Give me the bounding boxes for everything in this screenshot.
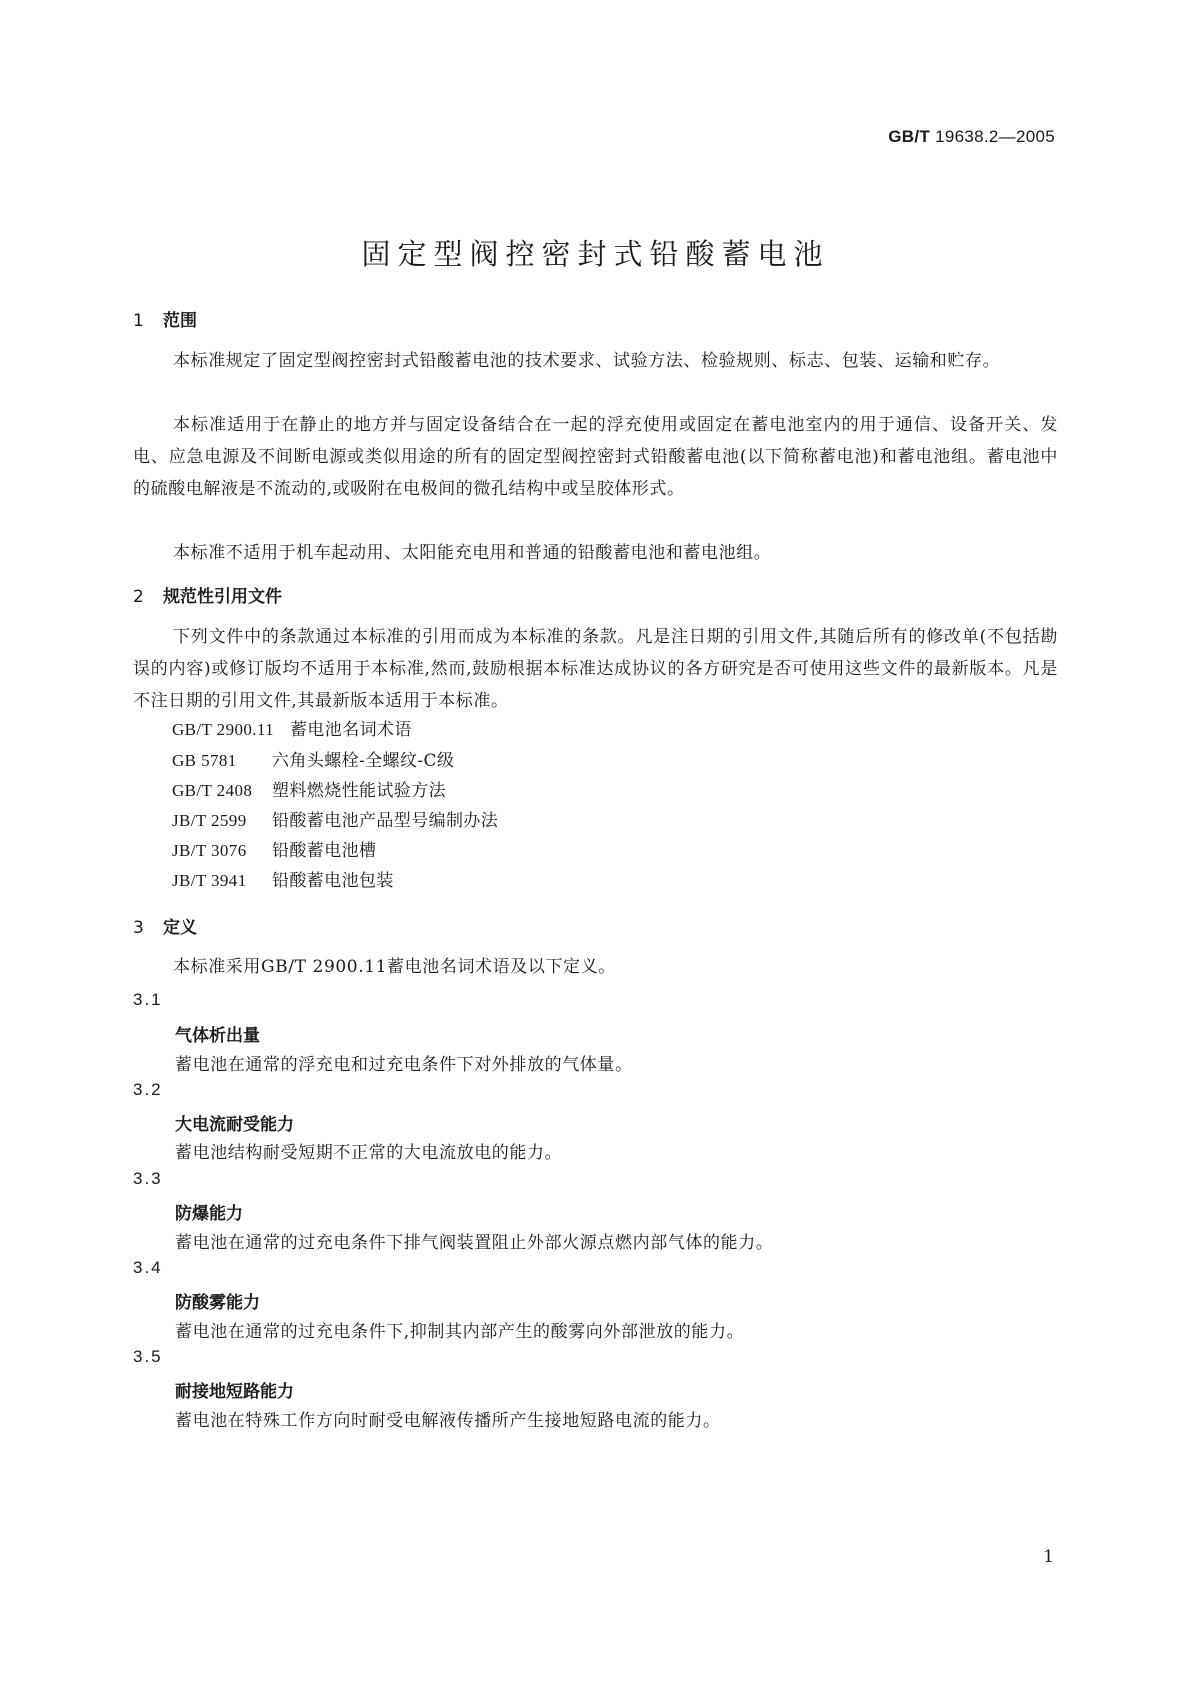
standard-prefix: GB/T xyxy=(888,127,931,146)
reference-code: GB 5781 xyxy=(172,751,237,770)
definition-number: 3.2 xyxy=(133,1080,163,1099)
definition-text: 蓄电池在通常的过充电条件下排气阀装置阻止外部火源点燃内部气体的能力。 xyxy=(175,1233,774,1253)
reference-name: 蓄电池名词术语 xyxy=(290,720,412,740)
definition-text: 蓄电池结构耐受短期不正常的大电流放电的能力。 xyxy=(175,1143,563,1163)
section-2-paragraph-1: 下列文件中的条款通过本标准的引用而成为本标准的条款。凡是注日期的引用文件,其随后所有的修改单(不包括勘误的内容)或修订版均不适用于本标准,然而,鼓励根据本标准达成协议的各方研究是否可使用这些文件的最新版本。凡是不注日期的引用文件,其最新版本适用于本标准。 xyxy=(133,627,1058,711)
definition-term: 气体析出量 xyxy=(175,1026,260,1046)
standard-number: 19638.2—2005 xyxy=(935,127,1055,146)
section-1-paragraph-1: 本标准规定了固定型阀控密封式铅酸蓄电池的技术要求、试验方法、检验规则、标志、包装、运输和贮存。 xyxy=(173,351,1001,371)
reference-name: 铅酸蓄电池产品型号编制办法 xyxy=(272,811,499,831)
definition-text: 蓄电池在特殊工作方向时耐受电解液传播所产生接地短路电流的能力。 xyxy=(175,1411,721,1431)
section-number: 1 xyxy=(133,311,144,331)
reference-item xyxy=(172,836,376,861)
reference-item xyxy=(172,715,412,740)
definition-term: 防酸雾能力 xyxy=(175,1293,260,1313)
section-1-heading xyxy=(133,306,197,331)
definition-number: 3.3 xyxy=(133,1169,163,1188)
reference-name: 铅酸蓄电池槽 xyxy=(272,841,377,861)
section-2-heading xyxy=(133,582,282,607)
definition-number: 3.4 xyxy=(133,1258,163,1277)
section-title: 范围 xyxy=(163,311,197,331)
page-number: 1 xyxy=(1043,1547,1054,1567)
definition-number: 3.1 xyxy=(133,990,163,1009)
definition-text: 蓄电池在通常的过充电条件下,抑制其内部产生的酸雾向外部泄放的能力。 xyxy=(175,1322,745,1342)
section-number: 2 xyxy=(133,587,144,607)
document-title: 固定型阀控密封式铅酸蓄电池 xyxy=(361,237,830,271)
standard-code xyxy=(888,127,1055,147)
section-title: 规范性引用文件 xyxy=(163,587,282,607)
reference-code: JB/T 3076 xyxy=(172,841,247,860)
reference-item xyxy=(172,806,498,831)
definition-number: 3.5 xyxy=(133,1347,163,1366)
section-3-paragraph-1: 本标准采用GB/T 2900.11蓄电池名词术语及以下定义。 xyxy=(173,957,616,977)
reference-item xyxy=(172,776,446,801)
definition-text: 蓄电池在通常的浮充电和过充电条件下对外排放的气体量。 xyxy=(175,1055,633,1075)
section-1-paragraph-3: 本标准不适用于机车起动用、太阳能充电用和普通的铅酸蓄电池和蓄电池组。 xyxy=(173,543,772,563)
definition-term: 防爆能力 xyxy=(175,1204,243,1224)
reference-code: JB/T 3941 xyxy=(172,871,247,890)
reference-code: GB/T 2408 xyxy=(172,781,253,800)
reference-code: JB/T 2599 xyxy=(172,811,247,830)
reference-name: 塑料燃烧性能试验方法 xyxy=(272,781,446,801)
section-3-heading xyxy=(133,913,197,938)
section-1-paragraph-2: 本标准适用于在静止的地方并与固定设备结合在一起的浮充使用或固定在蓄电池室内的用于通信、设备开关、发电、应急电源及不间断电源或类似用途的所有的固定型阀控密封式铅酸蓄电池(以下简称蓄电池)和蓄电池组。蓄电池中的硫酸电解液是不流动的,或吸附在电极间的微孔结构中或呈胶体形式。 xyxy=(133,415,1058,499)
reference-item xyxy=(172,866,394,891)
reference-name: 铅酸蓄电池包装 xyxy=(272,871,394,891)
section-number: 3 xyxy=(133,918,144,938)
reference-code: GB/T 2900.11 xyxy=(172,720,275,739)
section-title: 定义 xyxy=(163,918,197,938)
definition-term: 耐接地短路能力 xyxy=(175,1382,294,1402)
reference-name: 六角头螺栓-全螺纹-C级 xyxy=(272,751,455,771)
reference-item xyxy=(172,746,454,771)
definition-term: 大电流耐受能力 xyxy=(175,1115,294,1135)
